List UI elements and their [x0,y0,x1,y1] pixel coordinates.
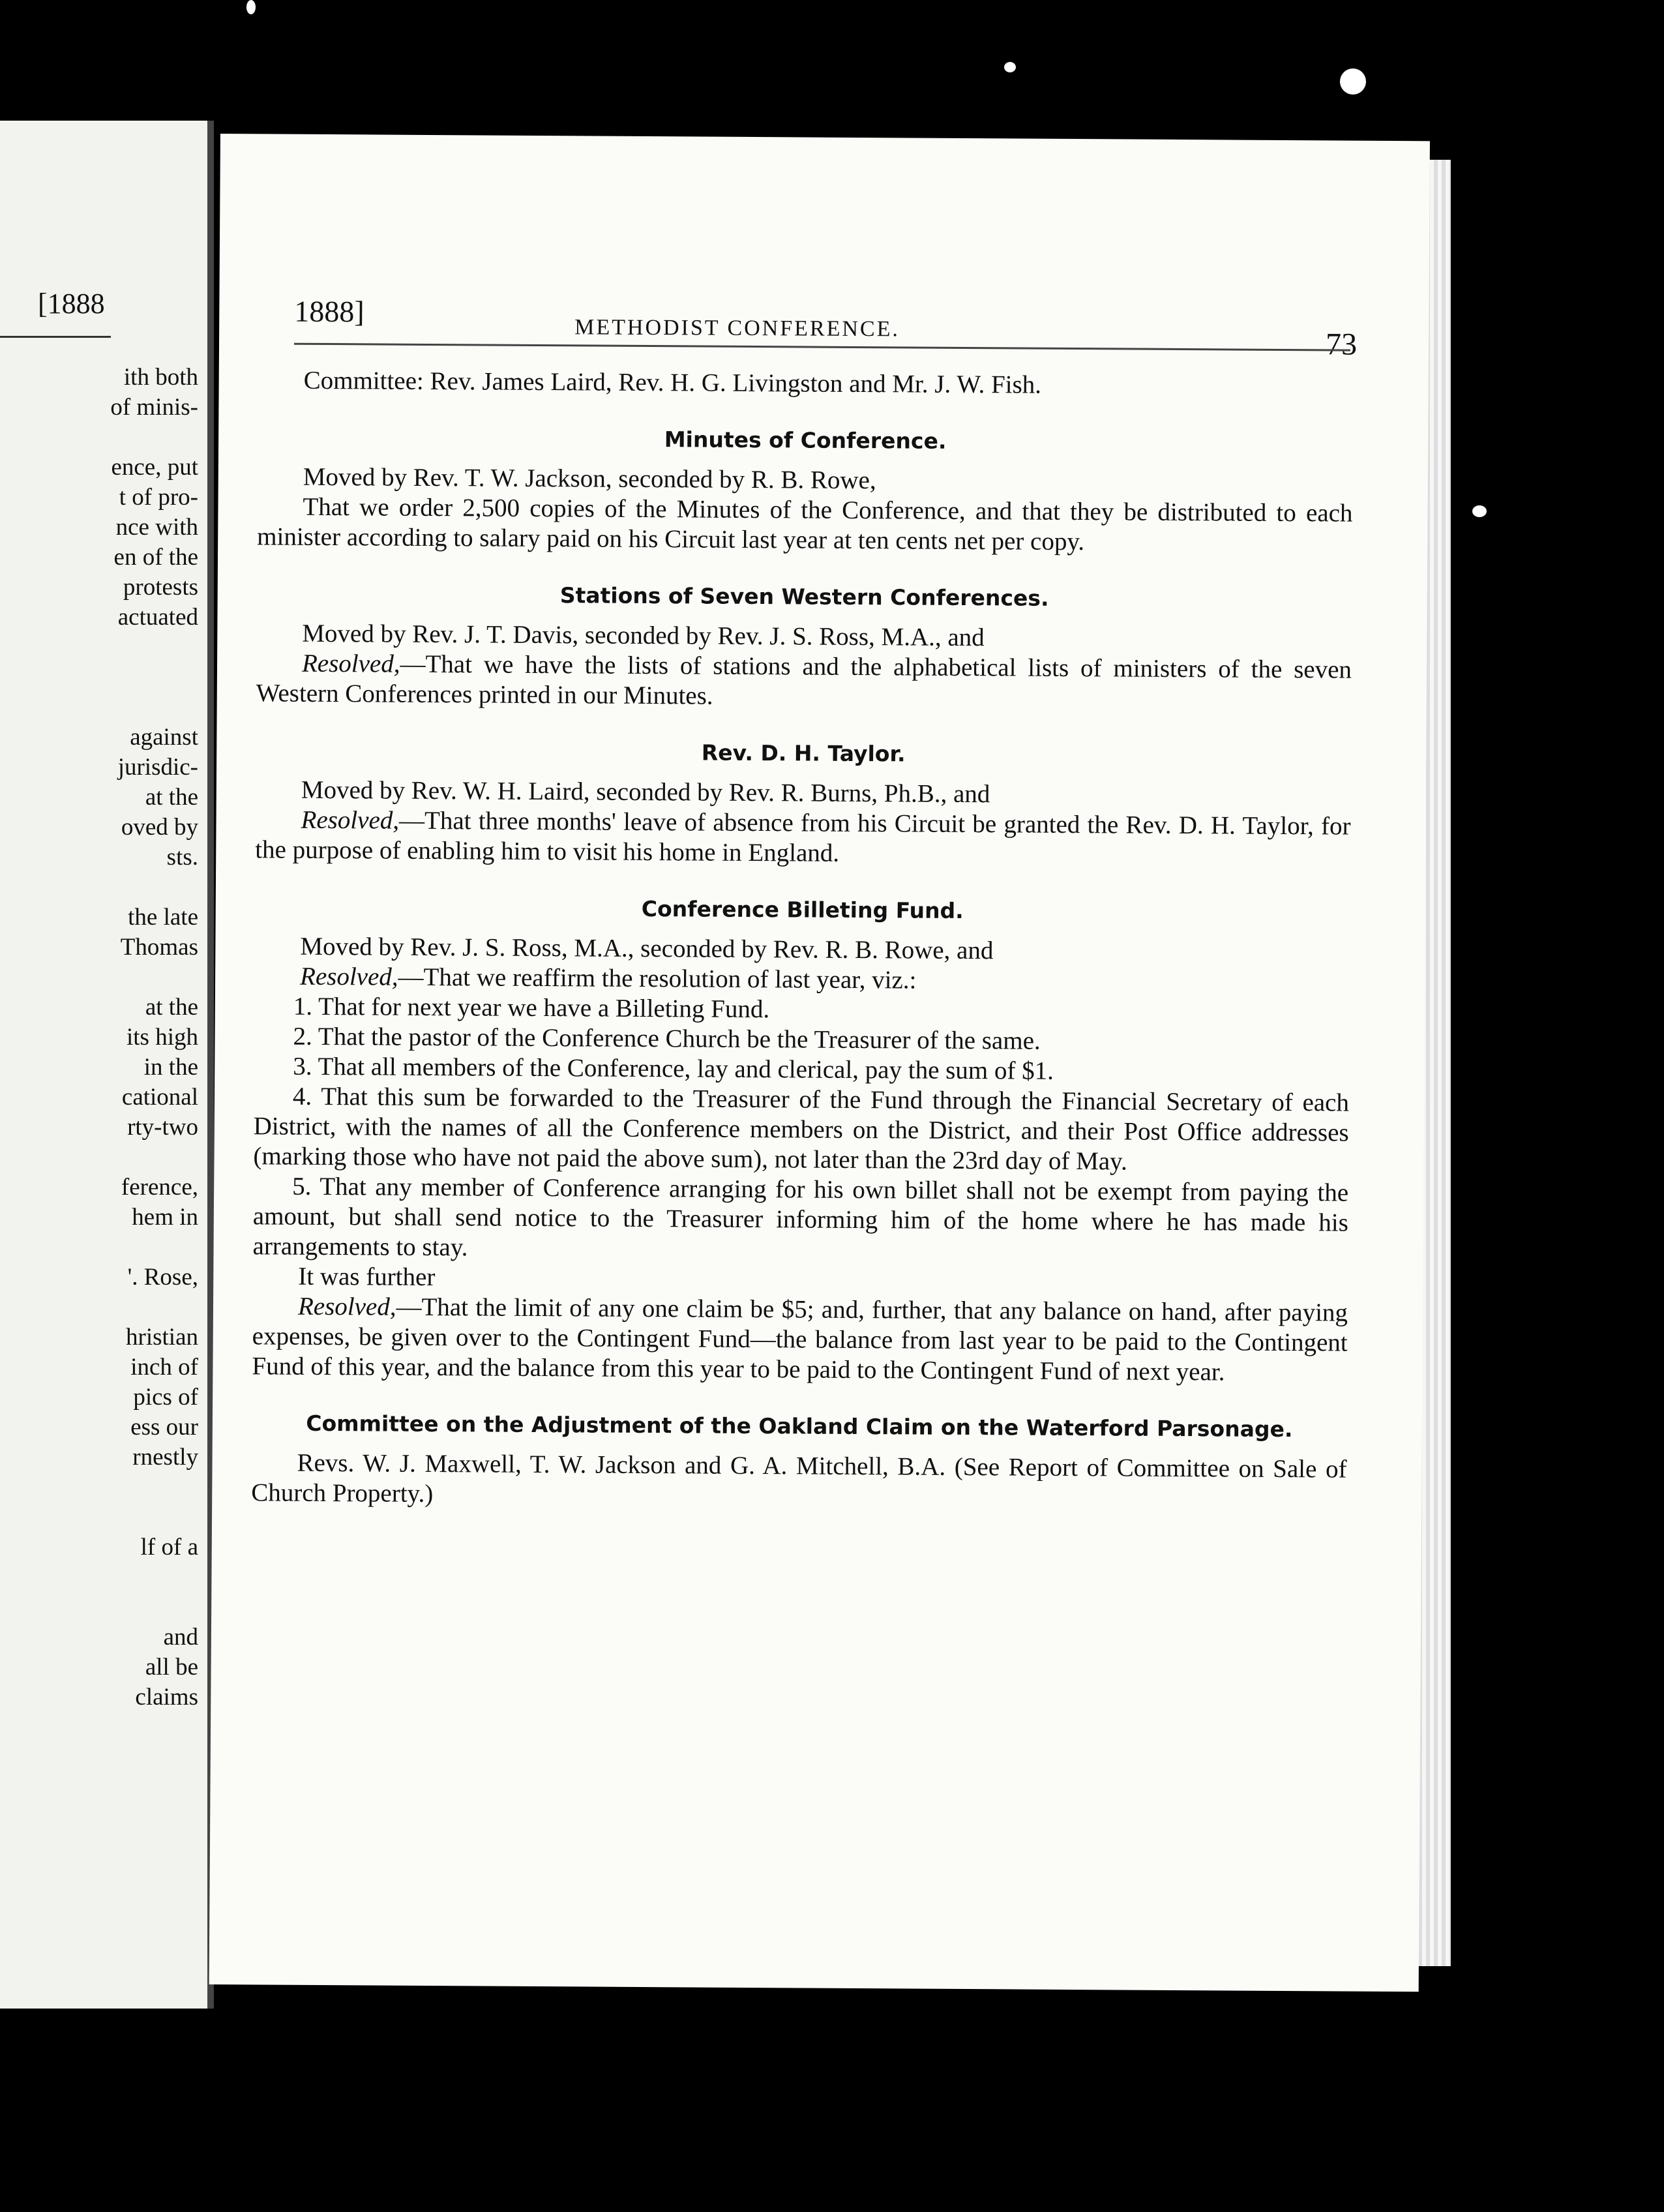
taylor-resolution [255,805,1351,871]
heading-minutes: Minutes of Conference. [664,426,947,454]
left-header-rule [0,336,111,338]
billeting-resolved-body: —That we reaffirm the resolution of last year, viz.: [398,963,917,994]
left-page-line: all be [145,1654,198,1681]
billeting-further-resolution [252,1291,1348,1388]
left-page-line: at the [145,994,198,1021]
left-page-line: jurisdic- [117,754,198,781]
left-facing-page [0,121,214,2009]
stations-body: —That we have the lists of stations and the alphabetical lists of ministers of the seven Western Conferences printed in our Minutes. [256,650,1352,710]
billeting-item: 4. That this sum be forwarded to the Treasurer of the Fund through the Financial Secretary of each District, with the names of all the Conference members on the District, and their Post Office addresses (marking those who have not paid the above sum), not later than the 23rd day of May. [253,1082,1350,1176]
heading-billeting: Conference Billeting Fund. [641,895,964,923]
left-page-year: [1888 [38,288,105,320]
billeting-item: 3. That all members of the Conference, lay and clerical, pay the sum of $1. [293,1052,1054,1085]
stations-moved: Moved by Rev. J. T. Davis, seconded by Rev. J. S. Ross, M.A., and [302,619,985,652]
left-page-line: en of the [113,544,198,571]
left-page-line: protests [123,574,198,601]
left-page-line: actuated [117,604,198,631]
intro-committee: Committee: Rev. James Laird, Rev. H. G. Livingston and Mr. J. W. Fish. [303,366,1042,399]
left-page-line: t of pro- [119,484,198,511]
left-page-line: hem in [132,1204,198,1231]
header-rule [294,343,1350,351]
left-page-line: cational [121,1084,198,1111]
left-page-line: pics of [133,1384,198,1411]
billeting-item: 5. That any member of Conference arranging for his own billet shall not be exempt from paying the amount, but shall send notice to the Treasurer informing him of the home where he has made his arrangements to stay. [252,1172,1349,1262]
left-page-line: oved by [121,814,198,841]
left-page-line: ence, put [111,454,198,481]
header-title: METHODIST CONFERENCE. [574,315,900,342]
scan-speck [1340,68,1366,95]
billeting-further-body: —That the limit of any one claim be $5; and, further, that any balance on hand, after paying expenses, be given over to the Contingent Fund—the balance from last year to be paid to the Contingent Fund of this year, and the balance from this year to be paid to the Contingent Fund of next year. [252,1293,1348,1386]
left-page-line: in the [143,1054,198,1081]
left-page-line: inch of [130,1354,198,1381]
resolved-label: Resolved, [301,649,400,678]
left-page-line: rty-two [127,1114,198,1141]
minutes-body: That we order 2,500 copies of the Minutes of the Conference, and that they be distributed to each minister according to salary paid on his Circuit last year at ten cents net per copy. [257,492,1353,556]
oakland-body: Revs. W. J. Maxwell, T. W. Jackson and G. A. Mitchell, B.A. (See Report of Committee on Sale of Church Property.) [251,1448,1347,1508]
heading-oakland: Committee on the Adjustment of the Oakland Claim on the Waterford Parsonage. [306,1410,1293,1442]
resolved-label: Resolved, [299,962,398,991]
page-number: 73 [1325,327,1358,362]
scan-speck [246,0,256,14]
left-page-line: lf of a [140,1534,198,1561]
left-page-line: of minis- [110,394,198,421]
running-header [219,293,1429,362]
heading-stations: Stations of Seven Western Conferences. [559,582,1049,611]
left-page-line: the late [128,904,198,931]
book-page [209,134,1430,1992]
scan-speck [1472,505,1487,517]
page-body [251,365,1354,1514]
left-page-line: claims [135,1684,198,1711]
left-page-line: '. Rose, [127,1264,198,1291]
billeting-moved: Moved by Rev. J. S. Ross, M.A., seconded by Rev. R. B. Rowe, and [300,932,994,965]
left-page-line: sts. [166,844,198,871]
left-page-line: nce with [115,514,198,541]
left-page-line: ess our [130,1414,198,1441]
left-page-line: and [163,1624,198,1651]
taylor-moved: Moved by Rev. W. H. Laird, seconded by Rev. R. Burns, Ph.B., and [301,775,990,809]
stations-resolution [256,648,1352,715]
scan-speck [1004,62,1016,72]
left-page-line: at the [145,784,198,811]
billeting-item: 1. That for next year we have a Billeting Fund. [293,992,770,1024]
header-year: 1888] [294,294,364,329]
left-page-line: rnestly [132,1444,198,1471]
left-page-line: Thomas [120,934,198,961]
left-page-line: against [130,724,198,751]
left-page-line: ference, [121,1174,198,1201]
resolved-label: Resolved, [297,1292,396,1321]
billeting-further: It was further [298,1262,436,1292]
left-page-line: hristian [126,1324,198,1351]
billeting-item: 2. That the pastor of the Conference Church be the Treasurer of the same. [293,1022,1041,1055]
left-page-line: its high [126,1024,198,1051]
heading-taylor: Rev. D. H. Taylor. [701,740,906,767]
resolved-label: Resolved, [301,805,400,835]
minutes-moved: Moved by Rev. T. W. Jackson, seconded by R. B. Rowe, [303,462,876,495]
taylor-body: —That three months' leave of absence from his Circuit be granted the Rev. D. H. Taylor, for the purpose of enabling him to visit his home in England. [255,806,1351,867]
left-page-line: ith both [123,364,198,391]
